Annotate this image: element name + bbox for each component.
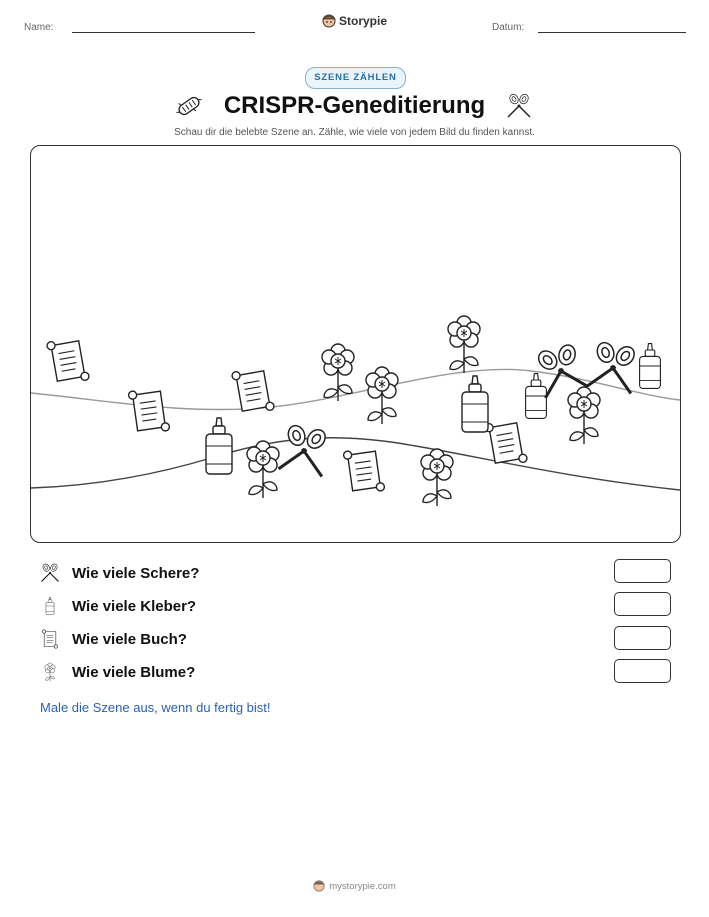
- scissors-3: [588, 338, 640, 394]
- footer: [0, 880, 709, 892]
- glue-3: [526, 374, 547, 419]
- flower-4: [247, 441, 279, 498]
- date-label: Datum:: [492, 22, 525, 33]
- storypie-mascot-icon: [313, 880, 325, 892]
- page-title: CRISPR-Geneditierung: [223, 92, 486, 119]
- footer-url[interactable]: mystorypie.com: [329, 880, 396, 892]
- flower-2: [366, 367, 398, 424]
- answer-box-scroll[interactable]: [614, 626, 671, 650]
- question-flower: [40, 660, 195, 684]
- answer-box-flower[interactable]: [614, 659, 671, 683]
- question-text: Wie viele Buch?: [72, 630, 187, 648]
- scroll-icon: [40, 629, 60, 649]
- activity-badge: SZENE ZÄHLEN: [305, 67, 406, 89]
- brand-name: Storypie: [339, 14, 388, 28]
- answer-box-glue[interactable]: [614, 592, 671, 616]
- scroll-2: [128, 387, 170, 436]
- date-line[interactable]: [538, 32, 686, 33]
- counting-scene[interactable]: [30, 145, 681, 543]
- storypie-mascot-icon: [322, 14, 336, 28]
- coloring-note: Male die Szene aus, wenn du fertig bist!: [40, 700, 271, 715]
- flower-6: [568, 387, 600, 444]
- flower-icon: [40, 662, 60, 682]
- glue-icon: [40, 596, 60, 616]
- glue-1: [206, 418, 232, 474]
- instructions: Schau dir die belebte Szene an. Zähle, wie viele von jedem Bild du finden kannst.: [174, 127, 535, 138]
- question-text: Wie viele Blume?: [72, 663, 196, 681]
- question-text: Wie viele Kleber?: [72, 597, 197, 615]
- question-glue: [40, 594, 196, 618]
- flower-1: [322, 344, 354, 401]
- scroll-4: [343, 447, 385, 496]
- question-text: Wie viele Schere?: [72, 564, 200, 582]
- name-label: Name:: [24, 22, 54, 33]
- brand-logo: [322, 14, 387, 28]
- glue-2: [462, 376, 488, 432]
- title-scissors-icon: [506, 92, 532, 125]
- answer-box-scissors[interactable]: [614, 559, 671, 583]
- glue-4: [640, 344, 661, 389]
- scroll-1: [46, 336, 89, 386]
- flower-5: [421, 449, 453, 506]
- question-scissors: [40, 561, 199, 585]
- question-scroll: [40, 627, 187, 651]
- scissors-icon: [40, 563, 60, 583]
- scroll-3: [231, 366, 274, 416]
- scissors-1: [279, 421, 331, 477]
- name-line[interactable]: [72, 32, 255, 33]
- flower-3: [448, 316, 480, 373]
